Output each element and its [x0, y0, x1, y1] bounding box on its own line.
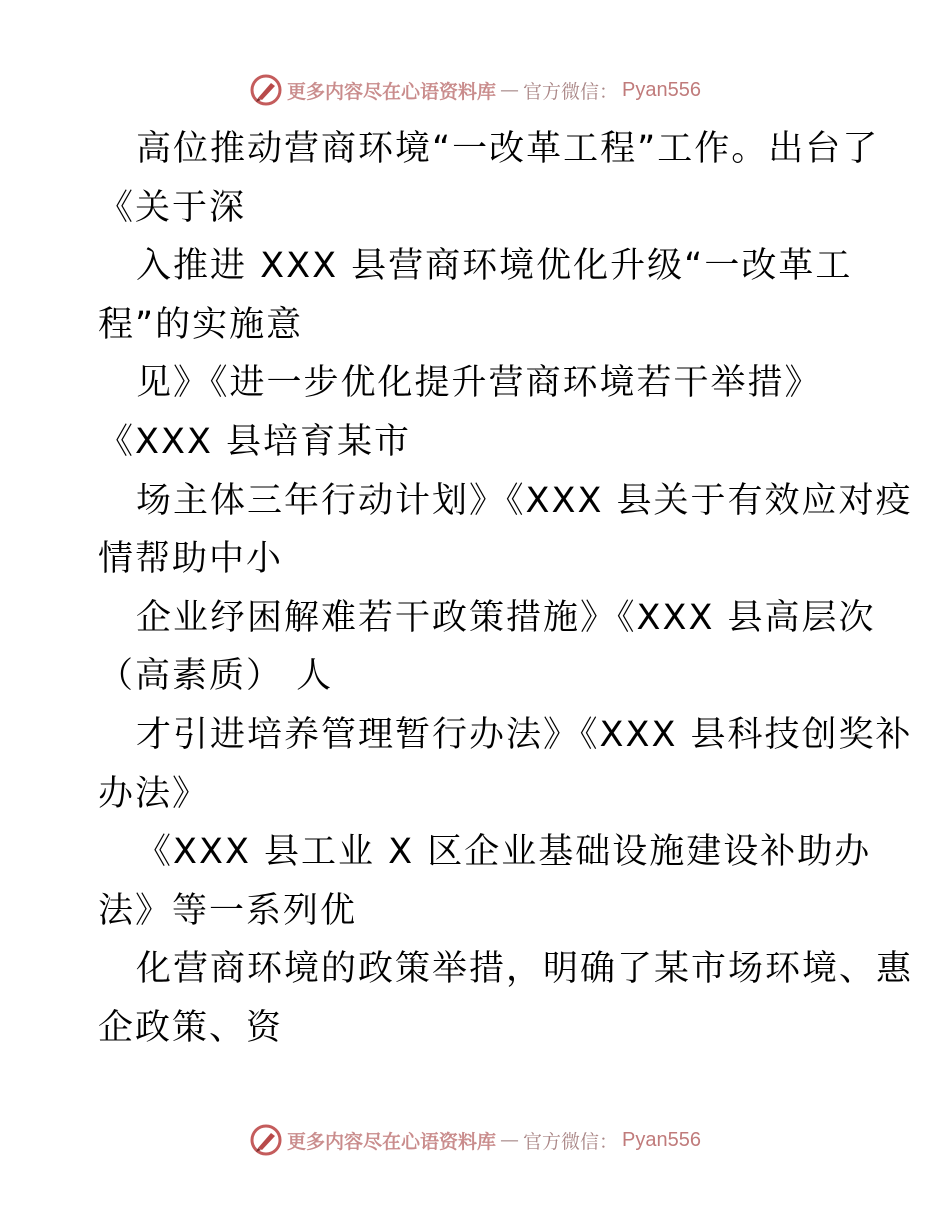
document-body	[98, 120, 914, 1058]
text-line: （高素质） 人	[98, 656, 334, 697]
text-line: 企政策、资	[98, 1007, 284, 1048]
footer-watermark-banner	[0, 1120, 950, 1160]
text-line: 《XXX 县培育某市	[98, 421, 412, 462]
text-line: 化营商环境的政策举措，明确了某市场环境、惠	[136, 949, 914, 990]
pen-logo-icon	[249, 73, 283, 107]
text-line: 办法》	[98, 773, 210, 814]
banner-text: 更多内容尽在心语资料库	[287, 1130, 497, 1153]
pen-logo-icon	[249, 1123, 283, 1157]
text-line: 入推进 XXX 县营商环境优化升级“一改革工	[136, 246, 853, 287]
text-line: 场主体三年行动计划》《XXX 县关于有效应对疫	[136, 480, 913, 521]
text-line: 高位推动营商环境“一改革工程”工作。出台了	[136, 129, 880, 169]
header-watermark-banner	[0, 70, 950, 110]
banner-label: 官方微信：	[523, 80, 619, 103]
text-line: 情帮助中小	[98, 539, 284, 580]
banner-separator: —	[500, 1129, 520, 1151]
text-line: 才引进培养管理暂行办法》《XXX 县科技创奖补	[136, 714, 913, 755]
banner-wechat-id: Pyan556	[622, 78, 701, 101]
banner-separator: —	[500, 79, 520, 101]
banner-wechat-id: Pyan556	[622, 1128, 701, 1151]
text-line: 程”的实施意	[98, 304, 304, 345]
text-line: 《XXX 县工业 X 区企业基础设施建设补助办	[136, 832, 872, 873]
text-line: 企业纾困解难若干政策措施》《XXX 县高层次	[136, 597, 876, 638]
banner-label: 官方微信：	[523, 1130, 619, 1153]
text-line: 见》《进一步优化提升营商环境若干举措》	[136, 363, 822, 404]
text-line: 《关于深	[98, 187, 247, 228]
text-line: 法》等一系列优	[98, 890, 358, 931]
banner-text: 更多内容尽在心语资料库	[287, 80, 497, 103]
